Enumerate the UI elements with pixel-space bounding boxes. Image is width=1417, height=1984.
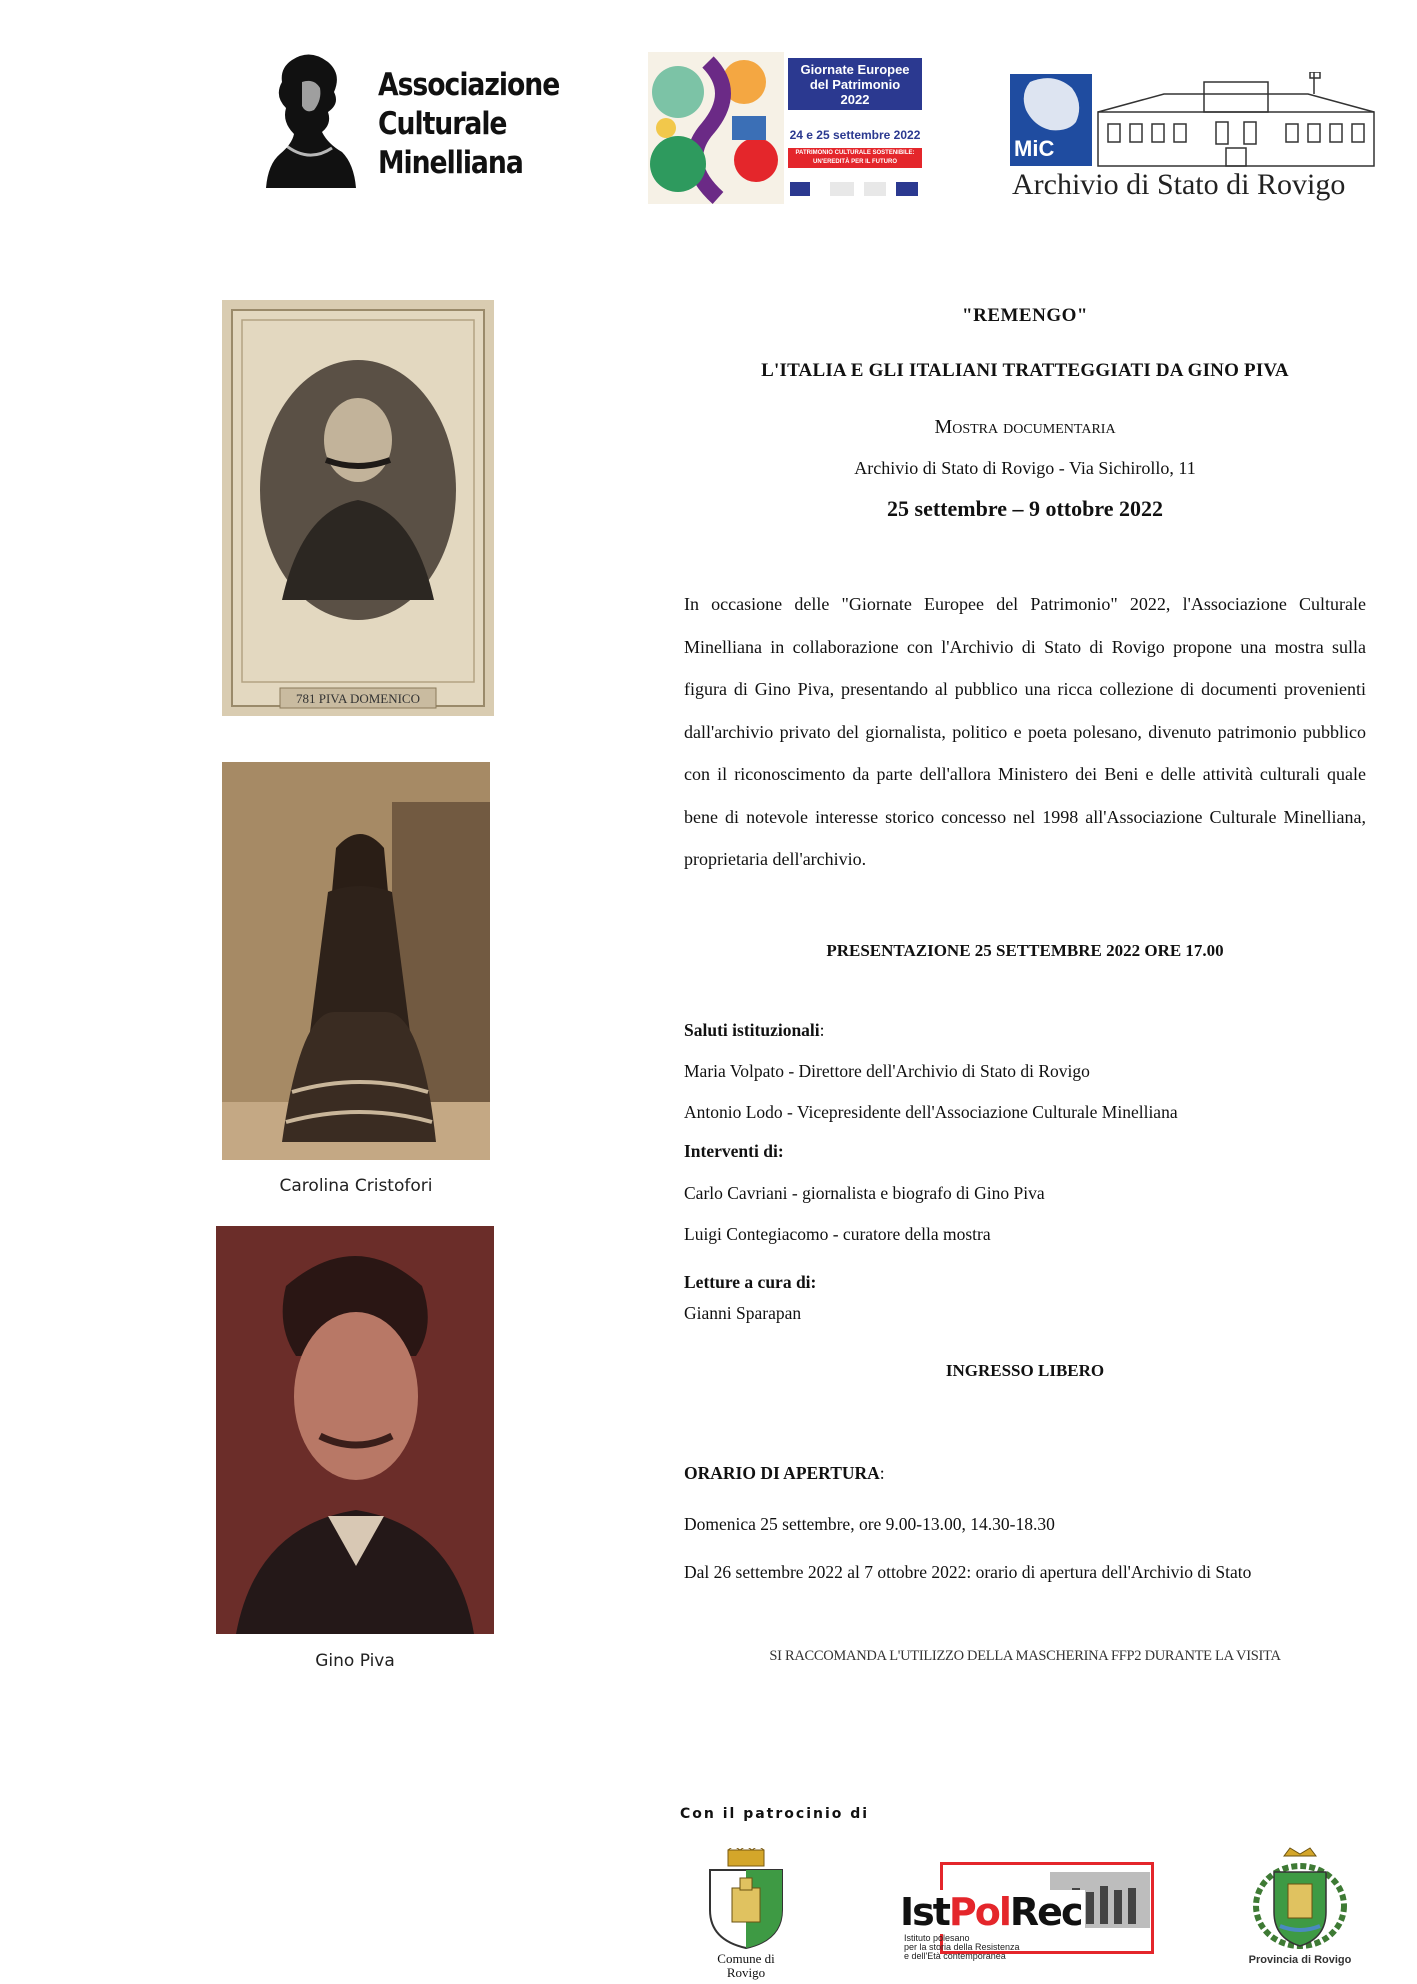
- saluti-item-1: Maria Volpato - Direttore dell'Archivio di Stato di Rovigo: [684, 1061, 1090, 1081]
- intro-paragraph: In occasione delle "Giornate Europee del Patrimonio" 2022, l'Associazione Culturale Minelliana in collaborazione con l'Archivio di Stato di Rovigo propone una mostra sulla figura di Gino Piva, presentando al pubblico una ricca collezione di documenti provenienti dall'archivio privato del giornalista, politico e poeta polesano, divenuto patrimonio pubblico con il riconoscimento da parte dell'allora Ministero dei Beni e delle attività culturali quale bene di notevole interesse storico concesso nel 1998 all'Associazione Culturale Minelliana, proprietaria dell'archivio.: [684, 594, 1366, 869]
- comune-crest-icon: [698, 1848, 794, 1952]
- comune-line1: Comune di: [717, 1951, 775, 1966]
- presentation-heading: PRESENTAZIONE 25 SETTEMBRE 2022 ORE 17.00: [826, 941, 1224, 960]
- event-dates: 25 settembre – 9 ottobre 2022: [887, 496, 1163, 521]
- comune-rovigo-logo: [698, 1848, 794, 1980]
- saluti-item-2: Antonio Lodo - Vicepresidente dell'Associazione Culturale Minelliana: [684, 1102, 1178, 1122]
- istpolrec-sub1: Istituto polesano: [904, 1933, 970, 1943]
- orario-heading-line: [684, 1463, 1384, 1484]
- letture-heading: Letture a cura di:: [684, 1272, 817, 1292]
- event-title: "REMENGO": [962, 305, 1088, 326]
- photo-gino-piva: [216, 1226, 494, 1634]
- saluti-heading: Saluti istituzionali: [684, 1020, 820, 1040]
- istpolrec-word-b: Pol: [948, 1890, 1010, 1934]
- gep-dates: 24 e 25 settembre 2022: [789, 128, 921, 142]
- provincia-rovigo-logo: [1250, 1846, 1350, 1974]
- saluti-colon: :: [819, 1020, 825, 1040]
- portrait-gino-icon: [216, 1226, 494, 1634]
- archivio-name: Archivio di Stato di Rovigo: [1012, 168, 1346, 201]
- patronage-label: Con il patrocinio di: [680, 1806, 870, 1822]
- istpolrec-sub2: per la storia della Resistenza: [904, 1942, 1020, 1952]
- letture-item-1: Gianni Sparapan: [684, 1303, 802, 1323]
- gep-title-line3: 2022: [840, 92, 870, 107]
- istpolrec-word-c: Rec: [1009, 1890, 1082, 1934]
- bust-icon: [262, 52, 357, 188]
- gep-title-panel: [788, 58, 922, 110]
- acm-line3: Minelliana: [378, 145, 523, 181]
- mask-notice: SI RACCOMANDA L'UTILIZZO DELLA MASCHERINA FFP2 DURANTE LA VISITA: [769, 1648, 1281, 1664]
- istpolrec-wordmark: [900, 1890, 1085, 1934]
- portrait-carolina-icon: [222, 762, 490, 1160]
- comune-line2: Rovigo: [726, 1965, 766, 1980]
- orario-item-2: Dal 26 settembre 2022 al 7 ottobre 2022: orario di apertura dell'Archivio di Stato: [684, 1562, 1252, 1582]
- acm-line1: Associazione: [378, 67, 560, 103]
- interventi-heading: Interventi di:: [684, 1141, 784, 1161]
- provincia-crest-icon: [1250, 1846, 1350, 1954]
- orario-heading: ORARIO DI APERTURA: [684, 1463, 880, 1483]
- gep-tagline: PATRIMONIO CULTURALE SOSTENIBILE: UN'EREDITÀ PER IL FUTURO: [788, 148, 922, 168]
- eu-flags-icon: [788, 176, 922, 204]
- associazione-minelliana-logo: [262, 52, 560, 188]
- istpolrec-logo: [900, 1858, 1156, 1961]
- istpolrec-sub3: e dell'Età contemporanea: [904, 1951, 1006, 1961]
- mic-badge: [1010, 74, 1092, 166]
- portrait-domenico-icon: [222, 300, 494, 716]
- caption-carolina: Carolina Cristofori: [279, 1176, 433, 1196]
- event-venue: Archivio di Stato di Rovigo - Via Sichirollo, 11: [854, 458, 1196, 478]
- gep-title-line1: Giornate Europee: [800, 62, 910, 77]
- saluti-heading-line: [684, 1020, 1384, 1041]
- orario-colon: :: [879, 1463, 885, 1483]
- interventi-item-1: Carlo Cavriani - giornalista e biografo di Gino Piva: [684, 1183, 1045, 1203]
- domenico-label: 781 PIVA DOMENICO: [296, 691, 420, 706]
- caption-gino: Gino Piva: [315, 1651, 395, 1671]
- interventi-item-2: Luigi Contegiacomo - curatore della mostra: [684, 1224, 991, 1244]
- acm-line2: Culturale: [378, 106, 507, 142]
- provincia-label: Provincia di Rovigo: [1248, 1954, 1352, 1966]
- heritage-illustration-icon: [648, 52, 784, 204]
- orario-item-1: Domenica 25 settembre, ore 9.00-13.00, 14.30-18.30: [684, 1514, 1055, 1534]
- photo-domenico-piva: [222, 300, 494, 716]
- istpolrec-word-a: Ist: [900, 1890, 949, 1934]
- photo-carolina-cristofori: [222, 762, 490, 1160]
- ingresso-libero: INGRESSO LIBERO: [945, 1361, 1105, 1380]
- archive-building-icon: [1094, 72, 1378, 168]
- gep-title-line2: del Patrimonio: [809, 77, 901, 92]
- event-subtitle: L'ITALIA E GLI ITALIANI TRATTEGGIATI DA GINO PIVA: [761, 360, 1289, 381]
- archivio-stato-rovigo-logo: [1010, 72, 1378, 200]
- exhibit-type: Mostra documentaria: [934, 416, 1116, 438]
- mic-label: MiC: [1014, 136, 1055, 161]
- giornate-europee-logo: [648, 52, 924, 204]
